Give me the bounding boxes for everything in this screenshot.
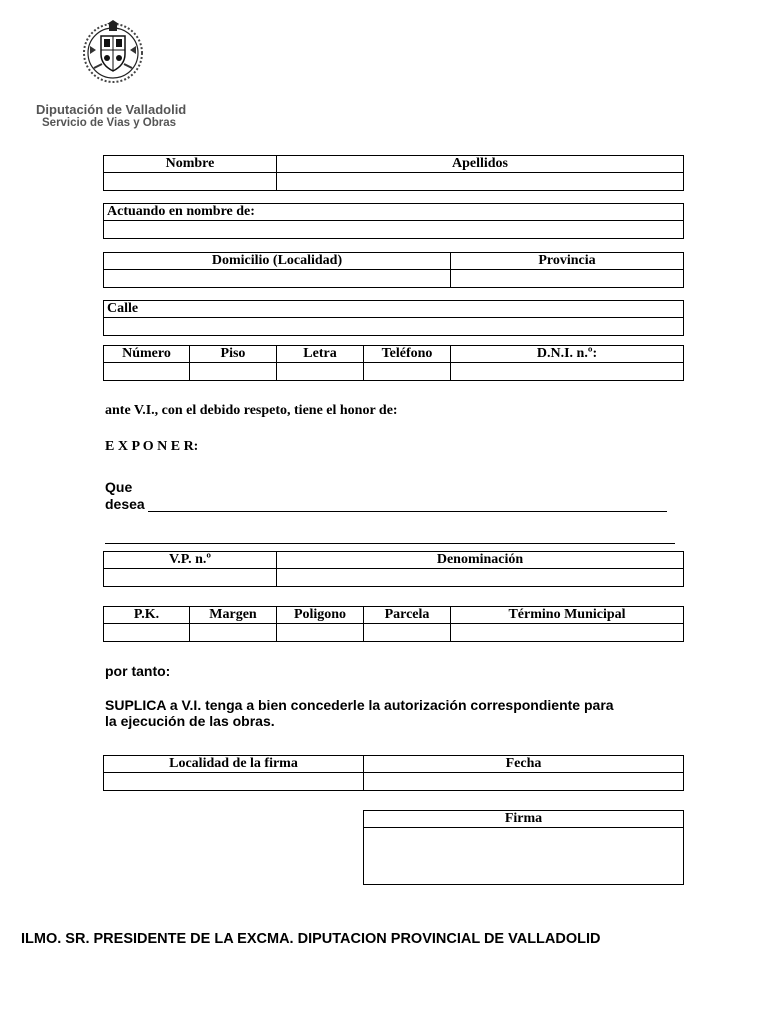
calle-table [103, 300, 684, 336]
calle-field[interactable] [104, 318, 684, 336]
desea-line[interactable] [148, 511, 667, 512]
domicilio-table [103, 252, 684, 288]
firma-table [363, 810, 684, 885]
suplica-line-2: la ejecución de las obras. [105, 713, 275, 729]
addressee-text: ILMO. SR. PRESIDENTE DE LA EXCMA. DIPUTACION PROVINCIAL DE VALLADOLID [21, 931, 601, 947]
coat-of-arms-icon [80, 20, 146, 84]
org-name: Diputación de Valladolid [36, 102, 187, 117]
parcela-field[interactable] [364, 624, 451, 642]
nombre-label: Nombre [104, 156, 277, 173]
dni-label: D.N.I. n.º: [451, 346, 684, 363]
signature-place-table [103, 755, 684, 791]
fecha-label: Fecha [364, 756, 684, 773]
actuando-label: Actuando en nombre de: [104, 204, 684, 221]
exponer-heading: E X P O N E R: [105, 439, 199, 454]
nombre-field[interactable] [104, 173, 277, 191]
poligono-field[interactable] [277, 624, 364, 642]
apellidos-field[interactable] [277, 173, 684, 191]
actuando-field[interactable] [104, 221, 684, 239]
intro-text: ante V.I., con el debido respeto, tiene el honor de: [105, 403, 398, 418]
telefono-label: Teléfono [364, 346, 451, 363]
numero-field[interactable] [104, 363, 190, 381]
actuando-table [103, 203, 684, 239]
org-service: Servicio de Vias y Obras [42, 117, 177, 129]
localidad-firma-label: Localidad de la firma [104, 756, 364, 773]
que-text: Que [105, 479, 133, 495]
name-table [103, 155, 684, 191]
dni-field[interactable] [451, 363, 684, 381]
numero-label: Número [104, 346, 190, 363]
pk-field[interactable] [104, 624, 190, 642]
apellidos-label: Apellidos [277, 156, 684, 173]
piso-field[interactable] [190, 363, 277, 381]
firma-field[interactable] [364, 828, 684, 885]
desea-line-2[interactable] [105, 543, 675, 544]
termino-field[interactable] [451, 624, 684, 642]
desea-text: desea [105, 496, 145, 512]
parcela-label: Parcela [364, 607, 451, 624]
provincia-label: Provincia [451, 253, 684, 270]
provincia-field[interactable] [451, 270, 684, 288]
margen-field[interactable] [190, 624, 277, 642]
domicilio-field[interactable] [104, 270, 451, 288]
location-table [103, 606, 684, 642]
por-tanto-text: por tanto: [105, 663, 171, 679]
termino-label: Término Municipal [451, 607, 684, 624]
denominacion-label: Denominación [277, 552, 684, 569]
vp-label: V.P. n.º [104, 552, 277, 569]
vp-field[interactable] [104, 569, 277, 587]
telefono-field[interactable] [364, 363, 451, 381]
calle-label: Calle [104, 301, 684, 318]
poligono-label: Poligono [277, 607, 364, 624]
address-detail-table [103, 345, 684, 381]
suplica-line-1: SUPLICA a V.I. tenga a bien concederle la autorización correspondiente para [105, 697, 614, 713]
domicilio-label: Domicilio (Localidad) [104, 253, 451, 270]
localidad-firma-field[interactable] [104, 773, 364, 791]
letra-label: Letra [277, 346, 364, 363]
letra-field[interactable] [277, 363, 364, 381]
vp-table [103, 551, 684, 587]
margen-label: Margen [190, 607, 277, 624]
firma-label: Firma [364, 811, 684, 828]
denominacion-field[interactable] [277, 569, 684, 587]
fecha-field[interactable] [364, 773, 684, 791]
piso-label: Piso [190, 346, 277, 363]
pk-label: P.K. [104, 607, 190, 624]
